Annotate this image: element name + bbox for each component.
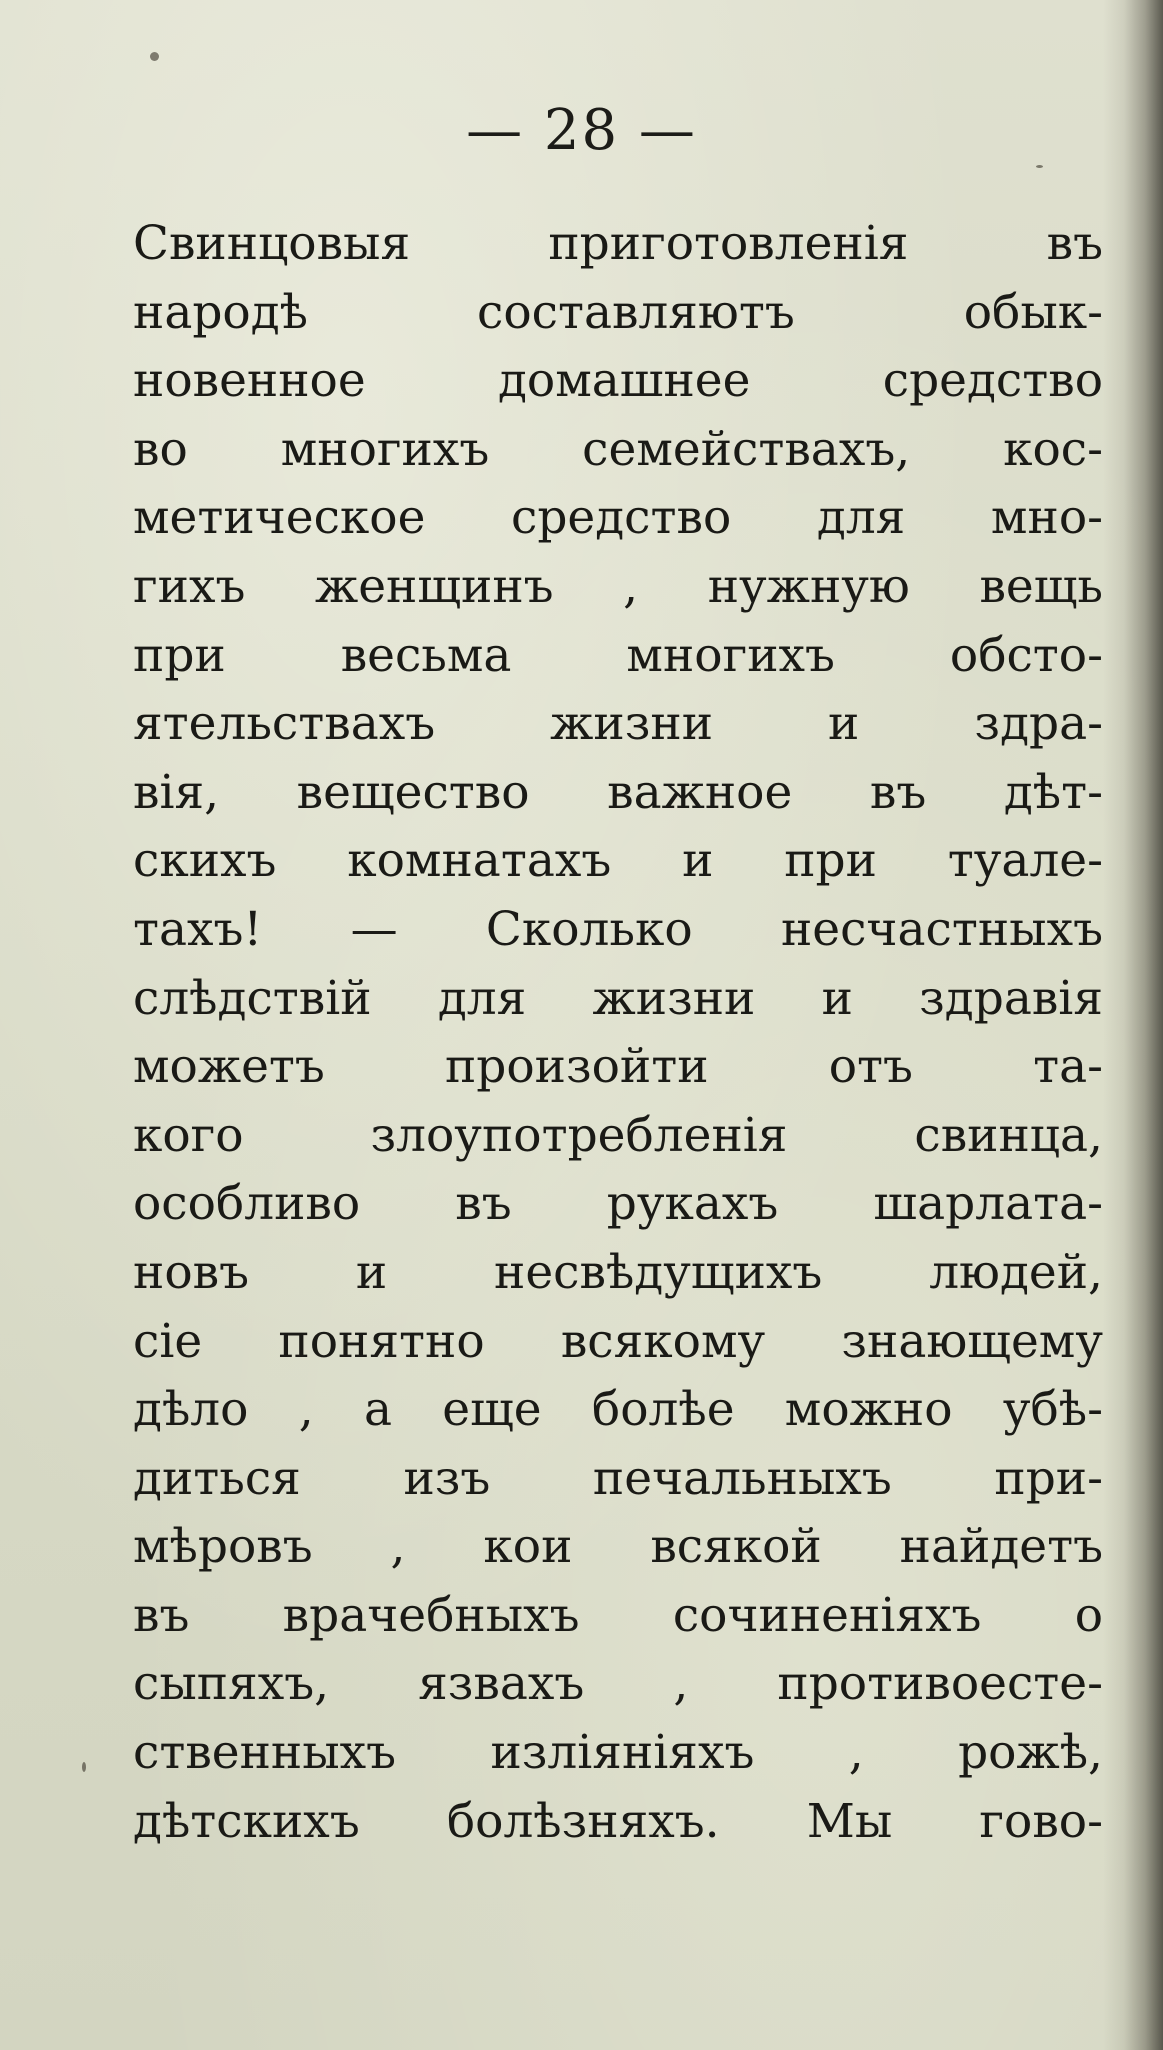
text-line: въ врачебныхъ сочиненіяхъ о (133, 1587, 1103, 1643)
text-line: можетъ произойти отъ та- (133, 1039, 1103, 1095)
text-line: новъ и несвѣдущихъ людей, (133, 1244, 1103, 1300)
body-text (133, 210, 1103, 1856)
text-line: дѣтскихъ болѣзняхъ. Мы гово- (133, 1793, 1103, 1849)
text-line: мѣровъ , кои всякой найдетъ (133, 1519, 1103, 1575)
text-line: диться изъ печальныхъ при- (133, 1450, 1103, 1506)
text-line: ственныхъ изліяніяхъ , рожѣ, (133, 1725, 1103, 1781)
text-line: Свинцовыя приготовленія въ (133, 216, 1103, 271)
text-line: новенное домашнее средство (133, 353, 1103, 409)
text-line: сіе понятно всякому знающему (133, 1313, 1103, 1369)
ink-speck (1036, 165, 1043, 168)
text-line: ятельствахъ жизни и здра- (133, 696, 1103, 752)
text-line: слѣдствій для жизни и здравія (133, 970, 1103, 1026)
text-line: кого злоупотребленія свинца, (133, 1107, 1103, 1163)
text-line: народѣ составляютъ обык- (133, 284, 1103, 340)
text-line: скихъ комнатахъ и при туале- (133, 833, 1103, 889)
binding-shadow (1103, 0, 1163, 2050)
text-line: дѣло , а еще болѣе можно убѣ- (133, 1382, 1103, 1438)
text-line: особливо въ рукахъ шарлата- (133, 1176, 1103, 1232)
text-line: тахъ! — Сколько несчастныхъ (133, 901, 1103, 957)
text-line: вія, вещество важное въ дѣт- (133, 764, 1103, 820)
page-number: — 28 — (466, 98, 697, 163)
text-line: при весьма многихъ обсто- (133, 627, 1103, 683)
text-line: метическое средство для мно- (133, 490, 1103, 546)
text-line: во многихъ семействахъ, кос- (133, 421, 1103, 477)
text-line: гихъ женщинъ , нужную вещь (133, 558, 1103, 614)
text-line: сыпяхъ, язвахъ , противоесте- (133, 1656, 1103, 1712)
ink-speck (82, 1762, 86, 1772)
ink-speck (150, 52, 159, 61)
